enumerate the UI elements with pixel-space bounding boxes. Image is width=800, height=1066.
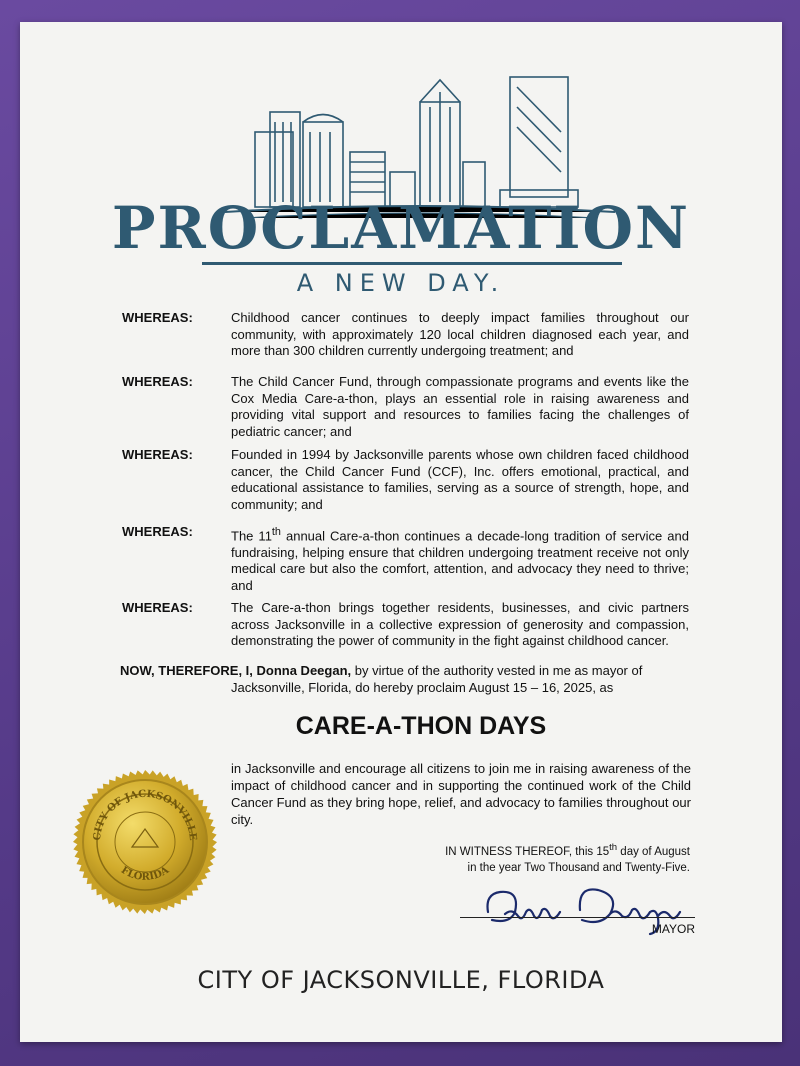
footer-city-name: CITY OF JACKSONVILLE, FLORIDA [197,966,605,994]
witness-line1-start: IN WITNESS THEREOF, this 15 [445,845,610,858]
proclamation-title: PROCLAMATION [111,194,691,262]
now-therefore-line2: Jacksonville, Florida, do hereby proclaim August 15 – 16, 2025, as [231,680,614,695]
whereas-text: The Child Cancer Fund, through compassionate programs and events like the Cox Media Care-a-thon, plays an essential role in raising awareness and providing vital support and resources to families facing the challenges of pediatric cancer; and [231,374,689,439]
whereas-label: WHEREAS: [122,374,193,389]
whereas-text [231,524,689,594]
whereas-label: WHEREAS: [122,524,193,539]
now-therefore-clause [120,662,690,696]
witness-statement [400,840,690,876]
seal-text-bottom: FLORIDA [118,864,172,883]
whereas-label: WHEREAS: [122,600,193,615]
whereas-text-start: The 11 [231,528,272,544]
ordinal-suffix: th [609,842,618,853]
city-seal [70,767,220,917]
proclamation-document [20,22,782,1042]
title-divider [202,262,622,265]
signature-line [460,917,695,918]
now-therefore-lead: NOW, THEREFORE, I, Donna Deegan, [120,663,352,678]
whereas-label: WHEREAS: [122,447,193,462]
witness-line1-end: day of August [617,845,690,858]
whereas-label: WHEREAS: [122,310,193,325]
subtitle-tagline: A NEW DAY. [296,269,506,297]
signer-title: MAYOR [651,922,695,936]
seal-text-top: CITY OF JACKSONVILLE [91,788,199,842]
whereas-text: Childhood cancer continues to deeply impact families throughout our community, with approximately 120 local children diagnosed each year, and more than 300 children currently undergoing treatment; and [231,310,689,358]
proclaimed-title: CARE-A-THON DAYS [295,712,547,740]
closing-paragraph: in Jacksonville and encourage all citizens to join me in raising awareness of the impact of childhood cancer and in supporting the continued work of the Child Cancer Fund as they bring hope, relief, and advocacy to families throughout our city. [231,761,691,827]
now-therefore-rest: by virtue of the authority vested in me as mayor of [351,663,643,678]
whereas-text: The Care-a-thon brings together residents, businesses, and civic partners across Jacksonville in a collective expression of generosity and compassion, demonstrating the power of community in the fight against childhood cancer. [231,600,689,648]
witness-line2: in the year Two Thousand and Twenty-Five. [467,861,690,874]
ordinal-suffix: th [271,526,281,538]
whereas-text-rest: annual Care-a-thon continues a decade-long tradition of service and fundraising, helping ensure that children undergoing treatment receive not only medical care but also the comfort, attention, and advocacy they need to thrive; and [231,528,689,593]
whereas-text: Founded in 1994 by Jacksonville parents whose own children faced childhood cancer, the Child Cancer Fund (CCF), Inc. offers emotional, practical, and educational assistance to families, serving as a source of strength, hope, and community; and [231,447,689,512]
